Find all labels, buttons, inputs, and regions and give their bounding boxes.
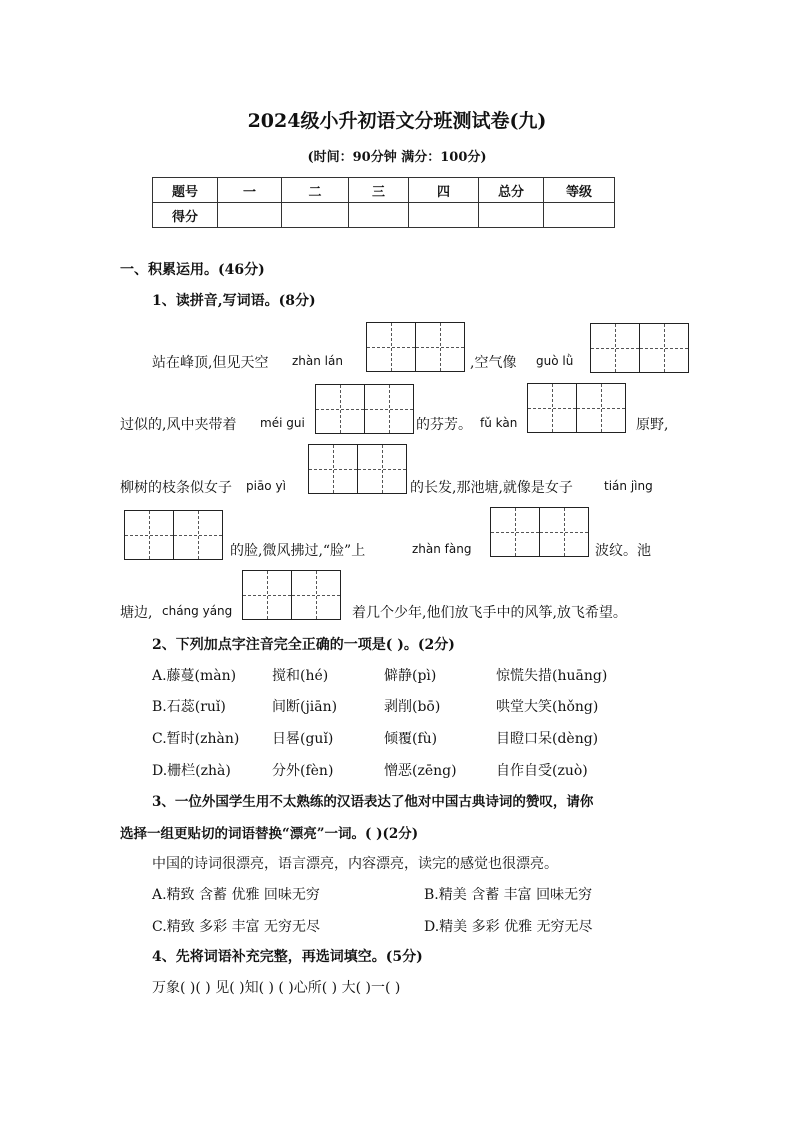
question-3-title: 3、一位外国学生用不太熟练的汉语表达了他对中国古典诗词的赞叹，请你 (152, 794, 594, 810)
q2-option-c[interactable]: C.暂时(zhàn) (152, 731, 240, 747)
q1-text: 波纹。池 (595, 543, 651, 559)
table-cell: 四 (409, 178, 479, 203)
writing-grid-cell[interactable] (125, 511, 174, 559)
writing-grid-cell[interactable] (309, 445, 358, 493)
table-cell: 总分 (479, 178, 544, 203)
q1-text: 的脸,微风拂过,“脸”上 (230, 543, 366, 559)
table-cell: 二 (282, 178, 349, 203)
question-3-title-cont: 选择一组更贴切的词语替换“漂亮”一词。( )(2分) (120, 826, 419, 842)
table-cell: 题号 (153, 178, 218, 203)
q3-option-d[interactable]: D.精美 多彩 优雅 无穷无尽 (424, 919, 593, 935)
q1-text: 过似的,风中夹带着 (120, 417, 237, 433)
score-input-cell[interactable] (349, 203, 409, 228)
q2-item: 僻静(pì) (384, 668, 437, 684)
score-input-cell[interactable] (282, 203, 349, 228)
writing-grid-cell[interactable] (640, 324, 688, 372)
writing-grid-cell[interactable] (528, 384, 577, 432)
writing-grid-cell[interactable] (358, 445, 406, 493)
writing-grid-1[interactable] (366, 322, 465, 372)
q1-text: 塘边, (120, 605, 153, 621)
writing-grid-cell[interactable] (174, 511, 222, 559)
writing-grid-2[interactable] (590, 323, 689, 373)
score-table-score-row (153, 203, 615, 228)
writing-grid-cell[interactable] (367, 323, 416, 371)
q2-option-d[interactable]: D.栅栏(zhà) (152, 763, 231, 779)
q3-passage: 中国的诗词很漂亮，语言漂亮，内容漂亮，读完的感觉也很漂亮。 (152, 856, 558, 872)
pinyin-label: zhàn lán (292, 354, 343, 368)
pinyin-label: cháng yáng (162, 604, 233, 618)
q2-item: 自作自受(zuò) (496, 763, 588, 779)
writing-grid-cell[interactable] (243, 571, 292, 619)
q4-idiom-blanks[interactable]: 万象( )( ) 见( )知( ) ( )心所( ) 大( )一( ) (152, 980, 401, 996)
score-input-cell[interactable] (479, 203, 544, 228)
score-input-cell[interactable] (544, 203, 615, 228)
q1-text: 站在峰顶,但见天空 (152, 355, 269, 371)
q1-text: 原野, (636, 417, 669, 433)
q2-item: 剥削(bō) (384, 699, 441, 715)
table-cell: 三 (349, 178, 409, 203)
question-1-title: 1、读拼音,写词语。(8分) (152, 293, 316, 309)
q2-item: 倾覆(fù) (384, 731, 438, 747)
page-title: 2024级小升初语文分班测试卷(九) (247, 110, 547, 132)
pinyin-label: méi gui (260, 416, 305, 430)
q3-option-c[interactable]: C.精致 多彩 丰富 无穷无尽 (152, 919, 321, 935)
score-input-cell[interactable] (218, 203, 282, 228)
q2-item: 憎恶(zēng) (384, 763, 457, 779)
q2-item: 间断(jiān) (272, 699, 338, 715)
pinyin-label: zhàn fàng (412, 542, 472, 556)
writing-grid-5[interactable] (308, 444, 407, 494)
q2-item: 惊慌失措(huāng) (496, 668, 608, 684)
score-input-cell[interactable] (409, 203, 479, 228)
writing-grid-7[interactable] (490, 507, 589, 557)
page-subtitle: (时间：90分钟 满分：100分) (307, 150, 487, 165)
q2-item: 目瞪口呆(dèng) (496, 731, 599, 747)
q1-text: ,空气像 (470, 355, 517, 371)
writing-grid-cell[interactable] (365, 385, 413, 433)
writing-grid-4[interactable] (527, 383, 626, 433)
table-cell: 一 (218, 178, 282, 203)
writing-grid-6[interactable] (124, 510, 223, 560)
pinyin-label: tián jìng (604, 479, 653, 493)
q3-option-b[interactable]: B.精美 含蓄 丰富 回味无穷 (424, 887, 593, 903)
writing-grid-cell[interactable] (292, 571, 340, 619)
writing-grid-cell[interactable] (577, 384, 625, 432)
score-table (152, 177, 615, 228)
pinyin-label: guò lǜ (536, 354, 574, 368)
pinyin-label: piāo yì (246, 479, 286, 493)
q2-item: 搅和(hé) (272, 668, 329, 684)
writing-grid-cell[interactable] (316, 385, 365, 433)
section-heading: 一、积累运用。(46分) (120, 262, 265, 278)
writing-grid-cell[interactable] (540, 508, 588, 556)
writing-grid-cell[interactable] (416, 323, 464, 371)
question-2-title: 2、下列加点字注音完全正确的一项是( )。(2分) (152, 637, 455, 653)
writing-grid-8[interactable] (242, 570, 341, 620)
writing-grid-3[interactable] (315, 384, 414, 434)
q2-item: 分外(fèn) (272, 763, 334, 779)
q2-item: 哄堂大笑(hǒng) (496, 699, 599, 715)
writing-grid-cell[interactable] (491, 508, 540, 556)
q1-text: 柳树的枝条似女子 (120, 480, 232, 496)
q1-text: 的长发,那池塘,就像是女子 (410, 480, 573, 496)
question-4-title: 4、先将词语补充完整，再选词填空。(5分) (152, 949, 423, 965)
writing-grid-cell[interactable] (591, 324, 640, 372)
q1-text: 着几个少年,他们放飞手中的风筝,放飞希望。 (352, 605, 627, 621)
q2-item: 日晷(guǐ) (272, 731, 334, 747)
q3-option-a[interactable]: A.精致 含蓄 优雅 回味无穷 (152, 887, 320, 903)
table-cell: 等级 (544, 178, 615, 203)
score-table-header-row (153, 178, 615, 203)
table-cell: 得分 (153, 203, 218, 228)
q2-option-b[interactable]: B.石蕊(ruǐ) (152, 699, 226, 715)
pinyin-label: fǔ kàn (480, 416, 518, 430)
q2-option-a[interactable]: A.藤蔓(màn) (152, 668, 237, 684)
q1-text: 的芬芳。 (416, 417, 472, 433)
